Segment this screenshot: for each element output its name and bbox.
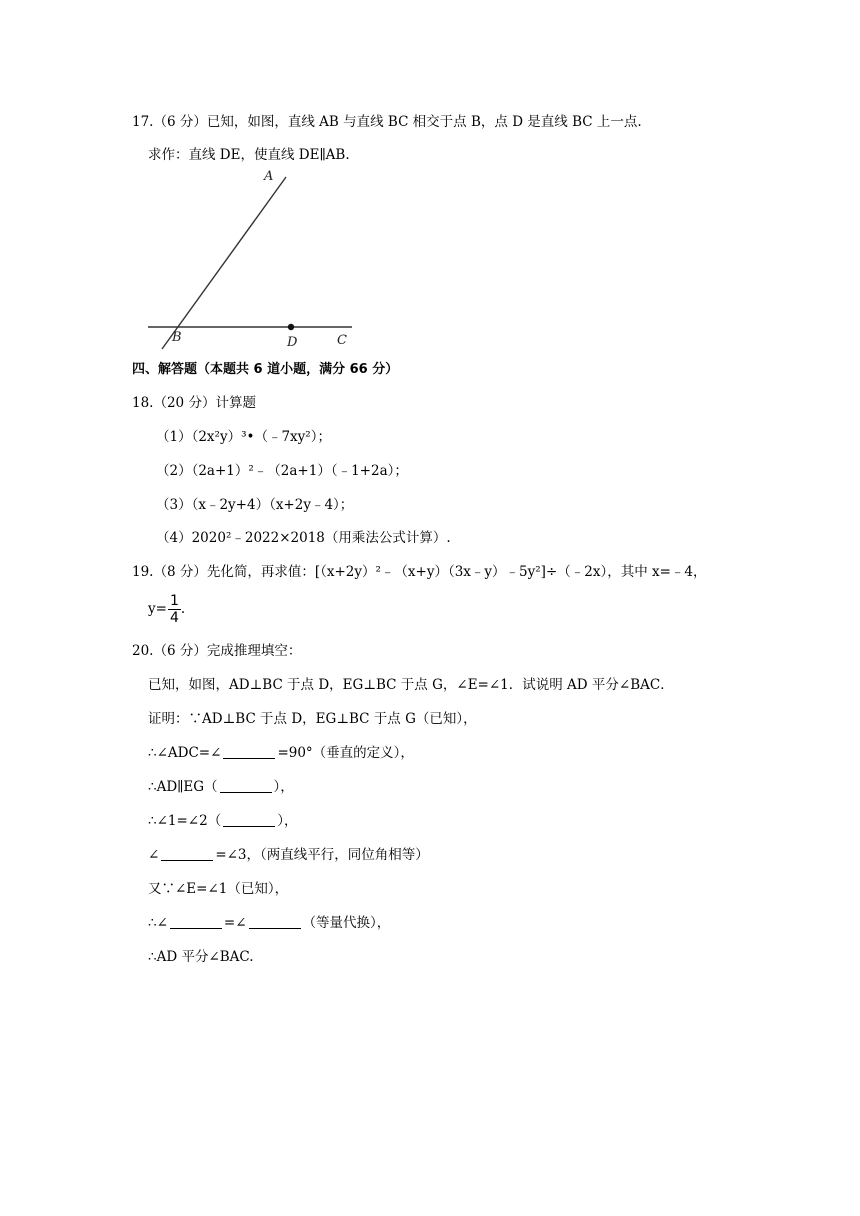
blank-6[interactable]: [249, 914, 301, 929]
section-heading: 四、解答题（本题共 6 道小题，满分 66 分）: [132, 362, 399, 377]
q18-item-3: （3）（x﹣2y+4）（x+2y﹣4）；: [156, 497, 354, 513]
q20-title: 20.（6 分）完成推理填空：: [132, 643, 302, 659]
q18-item-2: （2）（2a+1）²﹣（2a+1）（﹣1+2a）；: [156, 463, 408, 479]
q20-given: 已知，如图，AD⊥BC 于点 D，EG⊥BC 于点 G，∠E=∠1．试说明 AD 平分∠BAC．: [148, 677, 674, 693]
step1-prefix: ∴∠ADC=∠: [148, 745, 222, 761]
q20-step-3: [148, 811, 297, 831]
q20-step-4: [148, 845, 429, 865]
q19-y-value: [148, 592, 185, 626]
point-d: [288, 324, 294, 330]
q19-y-suffix: .: [180, 601, 186, 617]
label-a: A: [264, 169, 274, 184]
q20-step-7: ∴AD 平分∠BAC.: [148, 949, 254, 965]
fraction: [168, 593, 181, 626]
step3-prefix: ∴∠1=∠2（: [148, 813, 222, 829]
label-b: B: [172, 330, 182, 345]
q18-title: 18.（20 分）计算题: [132, 395, 256, 411]
step3-suffix: ），: [277, 813, 298, 829]
step4-prefix: ∠: [148, 847, 160, 863]
q20-step-1: [148, 743, 414, 763]
blank-4[interactable]: [161, 846, 213, 861]
blank-3[interactable]: [223, 812, 275, 827]
step4-suffix: =∠3，（两直线平行，同位角相等）: [215, 847, 429, 863]
q18-item-4: （4）2020²﹣2022×2018（用乘法公式计算）.: [156, 530, 451, 546]
step6-suffix: （等量代换），: [302, 915, 391, 931]
q18-item-1: （1）（2x²y）³•（﹣7xy²）；: [156, 429, 331, 445]
fraction-denominator: 4: [169, 610, 179, 626]
blank-5[interactable]: [170, 914, 222, 929]
q20-proof-intro: 证明：∵AD⊥BC 于点 D，EG⊥BC 于点 G（已知），: [148, 711, 477, 727]
q19-y-prefix: y=: [148, 601, 167, 617]
fraction-numerator: 1: [169, 593, 179, 609]
label-d: D: [287, 335, 298, 350]
line-ab: [162, 177, 286, 349]
q19-statement: 19.（8 分）先化简，再求值：[（x+2y）²﹣（x+y）（3x﹣y）﹣5y²]÷（﹣2x），其中 x=﹣4，: [132, 564, 707, 580]
label-c: C: [337, 333, 347, 348]
step2-suffix: ），: [273, 779, 294, 795]
q17-task: 求作：直线 DE，使直线 DE∥AB.: [148, 147, 350, 163]
step6-prefix: ∴∠: [148, 915, 168, 931]
step6-middle: =∠: [223, 915, 247, 931]
blank-2[interactable]: [220, 778, 272, 793]
q20-step-5: 又∵∠E=∠1（已知），: [148, 881, 289, 897]
blank-1[interactable]: [223, 744, 275, 759]
q20-step-6: [148, 913, 390, 933]
q20-step-2: [148, 777, 294, 797]
q17-figure: [140, 165, 370, 355]
step1-suffix: =90°（垂直的定义），: [277, 745, 414, 761]
step2-prefix: ∴AD∥EG（: [148, 779, 218, 795]
q17-statement: 17.（6 分）已知，如图，直线 AB 与直线 BC 相交于点 B，点 D 是直线 BC 上一点.: [132, 114, 642, 130]
